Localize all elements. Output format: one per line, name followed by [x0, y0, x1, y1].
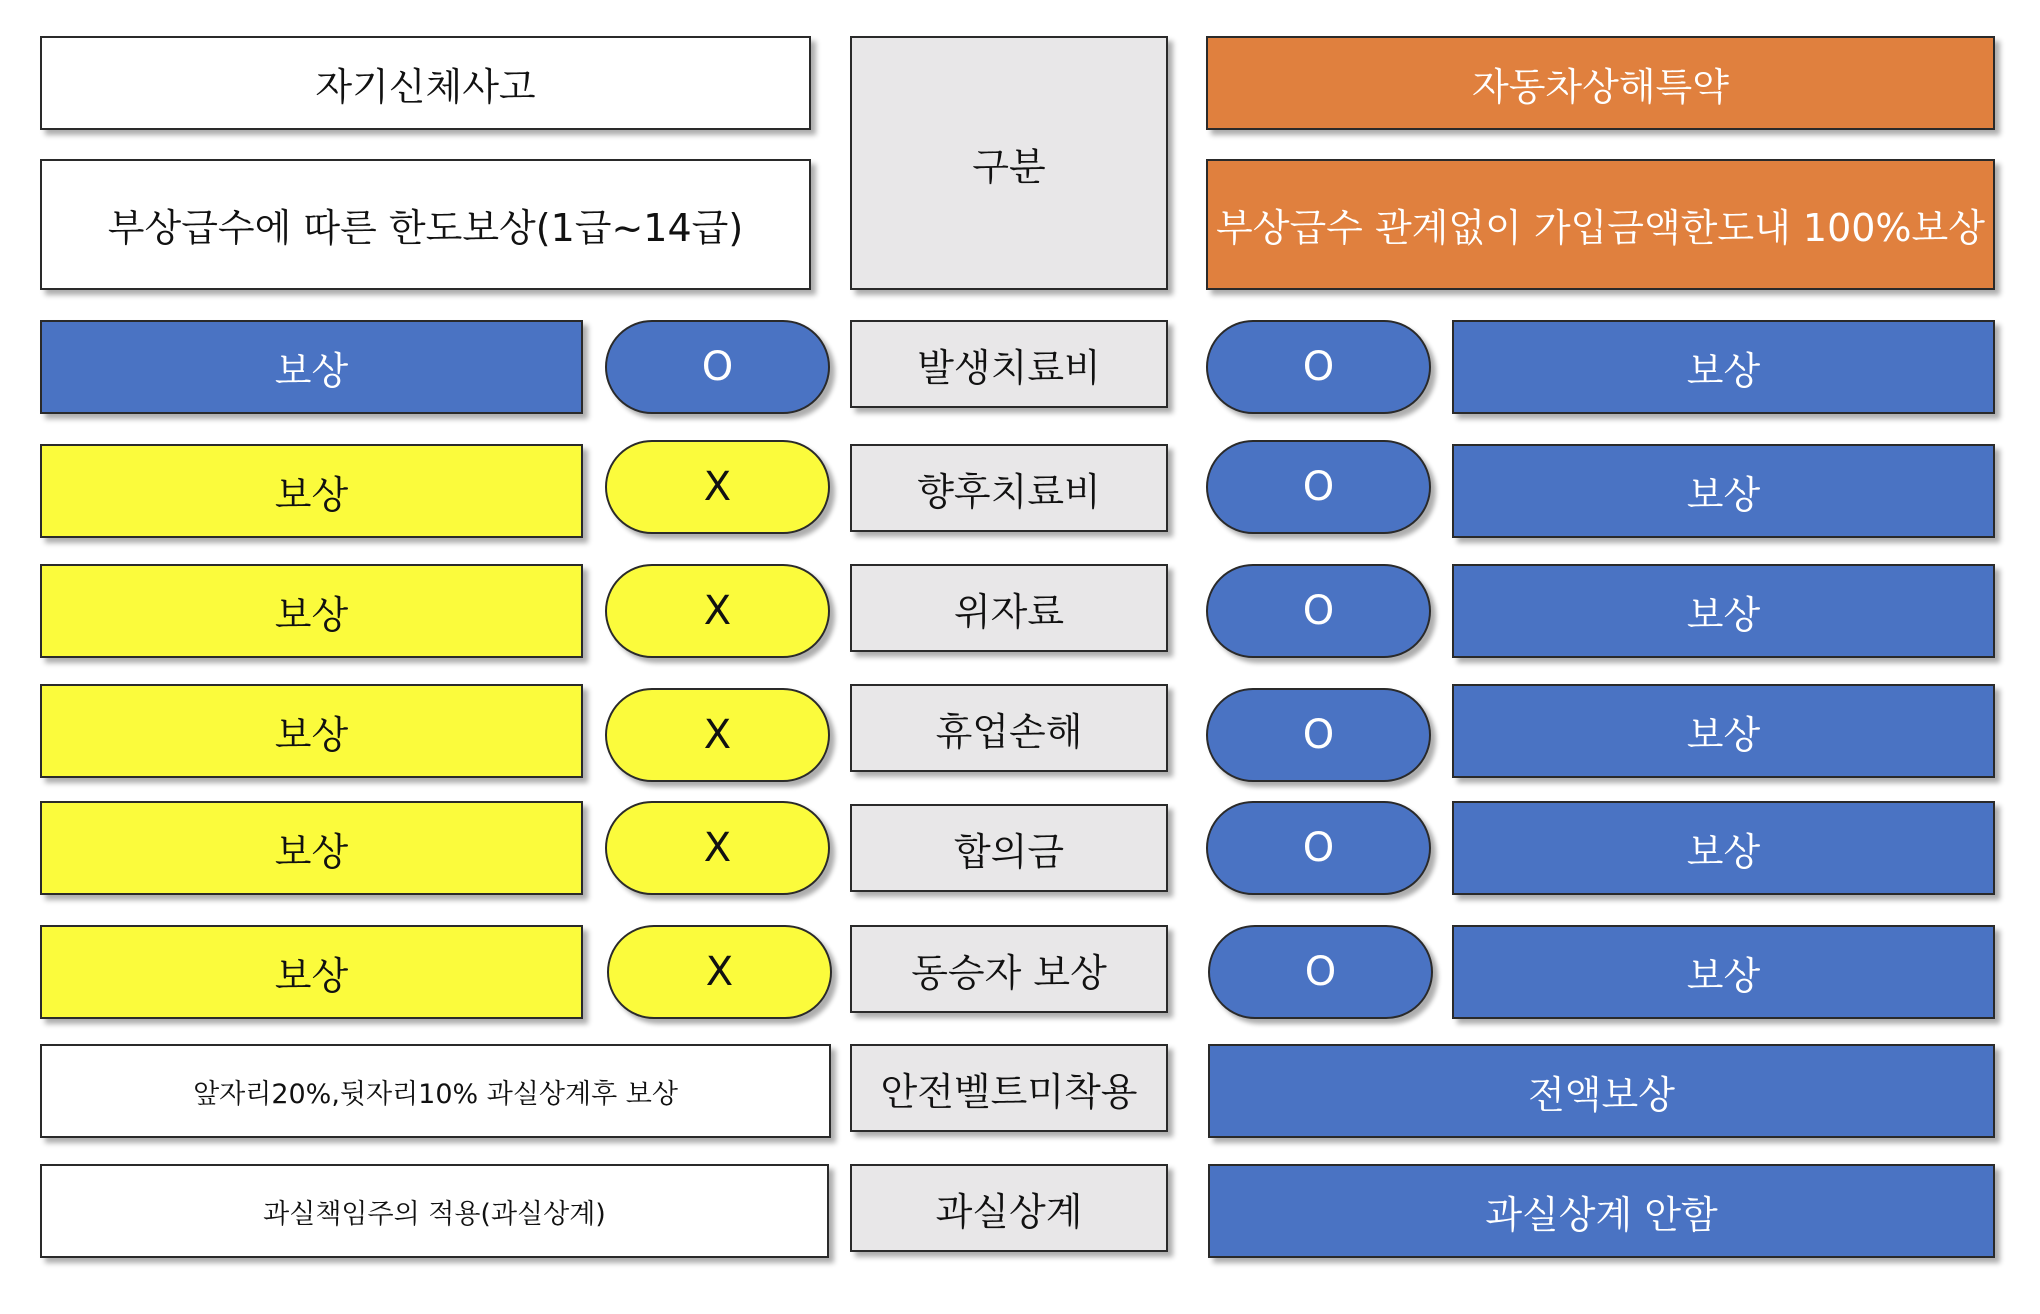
- left-availability-mark: X: [605, 440, 830, 534]
- left-coverage-cell: 보상: [40, 684, 583, 778]
- seatbelt-category-label: 안전벨트미착용: [850, 1044, 1168, 1132]
- right-coverage-cell: 보상: [1452, 925, 1995, 1019]
- right-coverage-cell: 보상: [1452, 320, 1995, 414]
- left-coverage-cell: 보상: [40, 444, 583, 538]
- category-label: 동승자 보상: [850, 925, 1168, 1013]
- category-label: 합의금: [850, 804, 1168, 892]
- category-label: 발생치료비: [850, 320, 1168, 408]
- left-availability-mark: X: [605, 801, 830, 895]
- left-availability-mark: X: [607, 925, 832, 1019]
- right-availability-mark: O: [1208, 925, 1433, 1019]
- negligence-category-label: 과실상계: [850, 1164, 1168, 1252]
- left-coverage-cell: 보상: [40, 801, 583, 895]
- seatbelt-right-cell: 전액보상: [1208, 1044, 1995, 1138]
- right-availability-mark: O: [1206, 801, 1431, 895]
- right-subtitle: 부상급수 관계없이 가입금액한도내 100%보상: [1206, 159, 1995, 290]
- right-title: 자동차상해특약: [1206, 36, 1995, 130]
- right-availability-mark: O: [1206, 440, 1431, 534]
- right-coverage-cell: 보상: [1452, 444, 1995, 538]
- left-title: 자기신체사고: [40, 36, 811, 130]
- seatbelt-left-cell: 앞자리20%,뒷자리10% 과실상계후 보상: [40, 1044, 831, 1138]
- left-subtitle: 부상급수에 따른 한도보상(1급~14급): [40, 159, 811, 290]
- left-coverage-cell: 보상: [40, 320, 583, 414]
- right-availability-mark: O: [1206, 688, 1431, 782]
- category-label: 위자료: [850, 564, 1168, 652]
- left-availability-mark: X: [605, 564, 830, 658]
- category-label: 휴업손해: [850, 684, 1168, 772]
- negligence-left-cell: 과실책임주의 적용(과실상계): [40, 1164, 829, 1258]
- right-coverage-cell: 보상: [1452, 801, 1995, 895]
- negligence-right-cell: 과실상계 안함: [1208, 1164, 1995, 1258]
- right-coverage-cell: 보상: [1452, 564, 1995, 658]
- right-availability-mark: O: [1206, 320, 1431, 414]
- right-availability-mark: O: [1206, 564, 1431, 658]
- left-coverage-cell: 보상: [40, 925, 583, 1019]
- right-coverage-cell: 보상: [1452, 684, 1995, 778]
- left-availability-mark: X: [605, 688, 830, 782]
- category-header: 구분: [850, 36, 1168, 290]
- left-coverage-cell: 보상: [40, 564, 583, 658]
- left-availability-mark: O: [605, 320, 830, 414]
- category-label: 향후치료비: [850, 444, 1168, 532]
